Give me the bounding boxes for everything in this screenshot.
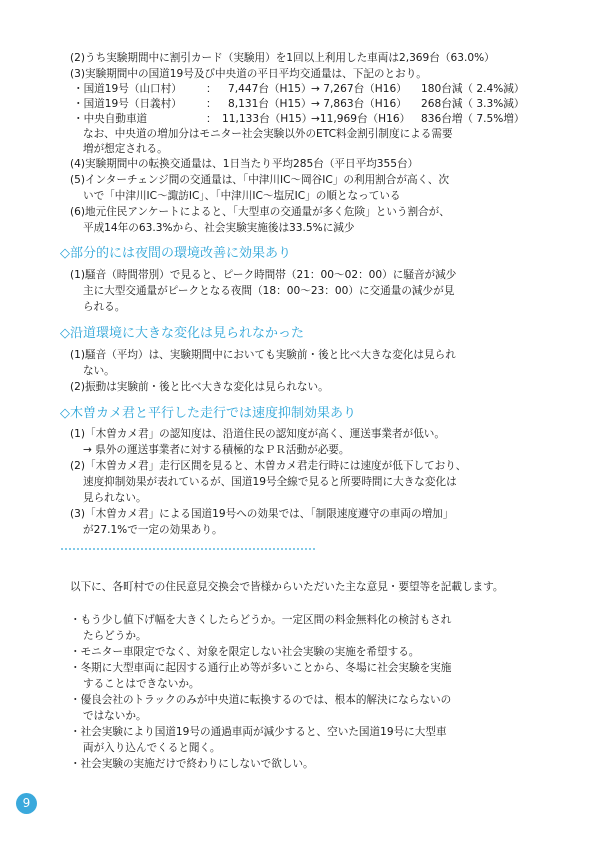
opinions-intro: 以下に、各町村での住民意見交換会で皆様からいただいた主な意見・要望等を記載します。 — [70, 581, 504, 593]
opinion-item: ・社会実験により国道19号の通過車両が減少すると、空いた国道19号に大型車 — [70, 726, 447, 738]
item-5-interchange-traffic: (5)インターチェンジ間の交通量は、「中津川IC～岡谷IC」の利用割合が高く、次 — [70, 174, 450, 186]
traffic-row-diff: 836台増（ 7.5%増） — [421, 113, 525, 125]
traffic-row-base: 11,133台（H15） — [222, 113, 313, 125]
section3-item-1-arrow: → 県外の運送事業者に対する積極的なＰＲ活動が必要。 — [83, 444, 350, 456]
opinion-item-cont: することはできないか。 — [83, 678, 200, 690]
section3-item-2-cont: 速度抑制効果が表れているが、国道19号全線で見ると所要時間に大きな変化は — [83, 476, 457, 488]
opinion-item: ・もう少し値下げ幅を大きくしたらどうか。一定区間の料金無料化の検討もされ — [70, 614, 452, 626]
section3-item-1: (1)「木曽カメ君」の認知度は、沿道住民の認知度が高く、運送事業者が低い。 — [70, 428, 445, 440]
page-number-badge: 9 — [16, 793, 37, 814]
section3-item-3: (3)「木曽カメ君」による国道19号への効果では、「制限速度遵守の車両の増加」 — [70, 508, 454, 520]
section2-item-1: (1)騒音（平均）は、実験期間中においても実験前・後と比べ大きな変化は見られ — [70, 349, 456, 361]
section3-item-2-cont: 見られない。 — [83, 492, 147, 504]
dotted-divider — [60, 548, 315, 550]
section3-item-2: (2)「木曽カメ君」走行区間を見ると、木曽カメ君走行時には速度が低下しており、 — [70, 460, 467, 472]
item-3-traffic-volume: (3)実験期間中の国道19号及び中央道の平日平均交通量は、下記のとおり。 — [70, 68, 427, 80]
section2-item-1-cont: ない。 — [83, 365, 115, 377]
opinion-item: ・モニター車限定でなく、対象を限定しない社会実験の実施を希望する。 — [70, 646, 420, 658]
traffic-row-result: → 7,863台（H16） — [311, 98, 407, 110]
section3-item-3-cont: が27.1%で一定の効果あり。 — [83, 524, 223, 536]
traffic-row-diff: 268台減（ 3.3%減） — [421, 98, 525, 110]
section1-item-1: (1)騒音（時間帯別）で見ると、ピーク時間帯（21：00～02：00）に騒音が減少 — [70, 269, 457, 281]
item-5-cont: いで「中津川IC～諏訪IC」、「中津川IC～塩尻IC」の順となっている — [83, 190, 401, 202]
section-heading-no-roadside-change: ◇沿道環境に大きな変化は見られなかった — [60, 326, 304, 341]
traffic-note-cont: 増が想定される。 — [83, 143, 168, 155]
section2-item-2: (2)振動は実験前・後と比べ大きな変化は見られない。 — [70, 381, 329, 393]
traffic-row-label: ・中央自動車道 — [73, 113, 148, 125]
item-6-cont: 平成14年の63.3%から、社会実験実施後は33.5%に減少 — [83, 222, 355, 234]
traffic-row-result: → 7,267台（H16） — [311, 83, 407, 95]
traffic-row-label: ・国道19号（山口村） — [73, 83, 182, 95]
section1-item-1-cont: 主に大型交通量がピークとなる夜間（18：00～23：00）に交通量の減少が見 — [83, 285, 455, 297]
traffic-row-colon: ： — [206, 98, 217, 110]
opinion-item-cont: 両が入り込んでくると聞く。 — [83, 742, 221, 754]
opinion-item: ・社会実験の実施だけで終わりにしないで欲しい。 — [70, 758, 314, 770]
section1-item-1-cont: られる。 — [83, 301, 126, 313]
section-heading-speed-control: ◇木曽カメ君と平行した走行では速度抑制効果あり — [60, 406, 356, 421]
opinion-item: ・冬期に大型車両に起因する通行止め等が多いことから、冬場に社会実験を実施 — [70, 662, 452, 674]
item-4-diverted-traffic: (4)実験期間中の転換交通量は、1日当たり平均285台（平日平均355台） — [70, 158, 419, 170]
traffic-row-colon: ： — [206, 113, 217, 125]
opinion-item-cont: たらどうか。 — [83, 630, 147, 642]
traffic-row-label: ・国道19号（日義村） — [73, 98, 182, 110]
traffic-row-diff: 180台減（ 2.4%減） — [421, 83, 525, 95]
item-2-card-usage: (2)うち実験期間中に割引カード（実験用）を1回以上利用した車両は2,369台（63.0%） — [70, 52, 495, 64]
opinion-item: ・優良会社のトラックのみが中央道に転換するのでは、根本的解決にならないの — [70, 694, 452, 706]
section-heading-night-improvement: ◇部分的には夜間の環境改善に効果あり — [60, 246, 291, 261]
traffic-row-base: 7,447台（H15） — [228, 83, 312, 95]
traffic-row-result: →11,969台（H16） — [311, 113, 411, 125]
opinion-item-cont: ではないか。 — [83, 710, 147, 722]
traffic-row-colon: ： — [206, 83, 217, 95]
traffic-row-base: 8,131台（H15） — [228, 98, 312, 110]
item-6-resident-survey: (6)地元住民アンケートによると、「大型車の交通量が多く危険」という割合が、 — [70, 206, 450, 218]
traffic-note: なお、中央道の増加分はモニター社会実験以外のETC料金割引制度による需要 — [83, 128, 453, 140]
